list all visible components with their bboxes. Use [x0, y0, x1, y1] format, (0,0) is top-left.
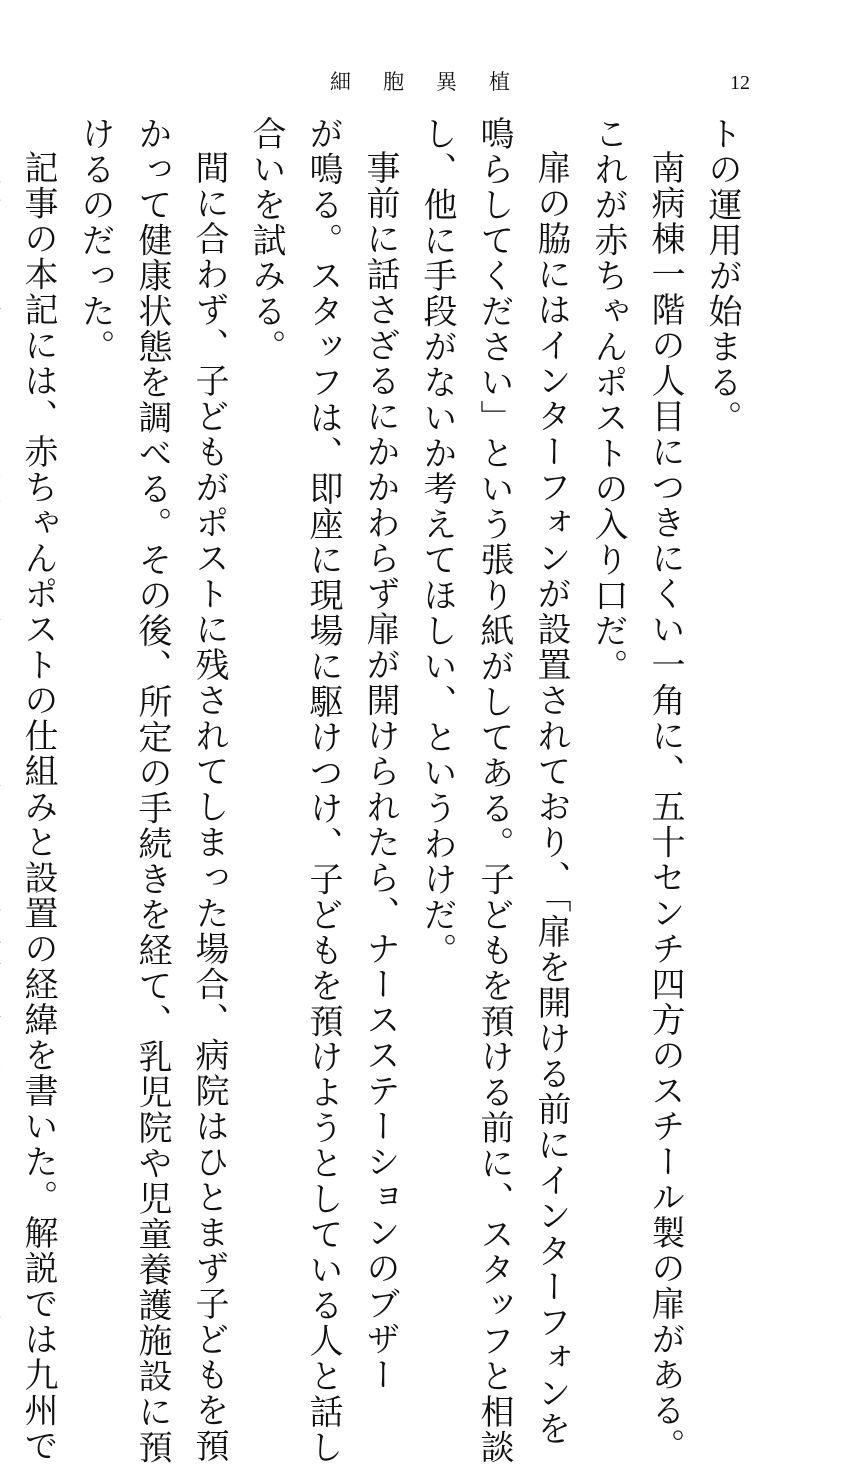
text-line: トの運用が始まる。	[702, 116, 742, 436]
running-title	[330, 70, 510, 94]
text-line: 南病棟一階の人目につきにくい一角に、五十センチ四方のスチール製の扉がある。	[645, 150, 685, 1464]
text-line: 合いを試みる。	[246, 116, 286, 365]
text-line: かって健康状態を調べる。その後、所定の手続きを経て、乳児院や児童養護施設に預	[132, 116, 172, 1465]
running-title-char: 植	[489, 70, 510, 94]
text-line: 事前に話さざるにかかわらず扉が開けられたら、ナースステーションのブザー	[360, 150, 400, 1393]
text-line: これが赤ちゃんポストの入り口だ。	[588, 116, 628, 684]
text-line: けるのだった。	[75, 116, 115, 365]
text-line	[0, 116, 9, 1116]
text-line: 間に合わず、子どもがポストに残されてしまった場合、病院はひとまず子どもを預	[189, 150, 229, 1464]
text-line: 記事の本記には、赤ちゃんポストの仕組みと設置の経緯を書いた。解説では九州で	[18, 150, 58, 1464]
page-number: 12	[730, 72, 750, 94]
text-line: し、他に手段がないか考えてほしい、というわけだ。	[417, 116, 457, 968]
running-title-char: 異	[436, 70, 457, 94]
text-line: が鳴る。スタッフは、即座に現場に駆けつけ、子どもを預けようとしている人と話し	[303, 116, 343, 1465]
body-text	[18, 116, 750, 1465]
running-title-char: 細	[330, 70, 351, 94]
text-line: 鳴らしてください」という張り紙がしてある。子どもを預ける前に、スタッフと相談	[474, 116, 514, 1465]
text-line: 扉の脇にはインターフォンが設置されており、「扉を開ける前にインターフォンを	[531, 150, 571, 1447]
running-title-char: 胞	[383, 70, 404, 94]
